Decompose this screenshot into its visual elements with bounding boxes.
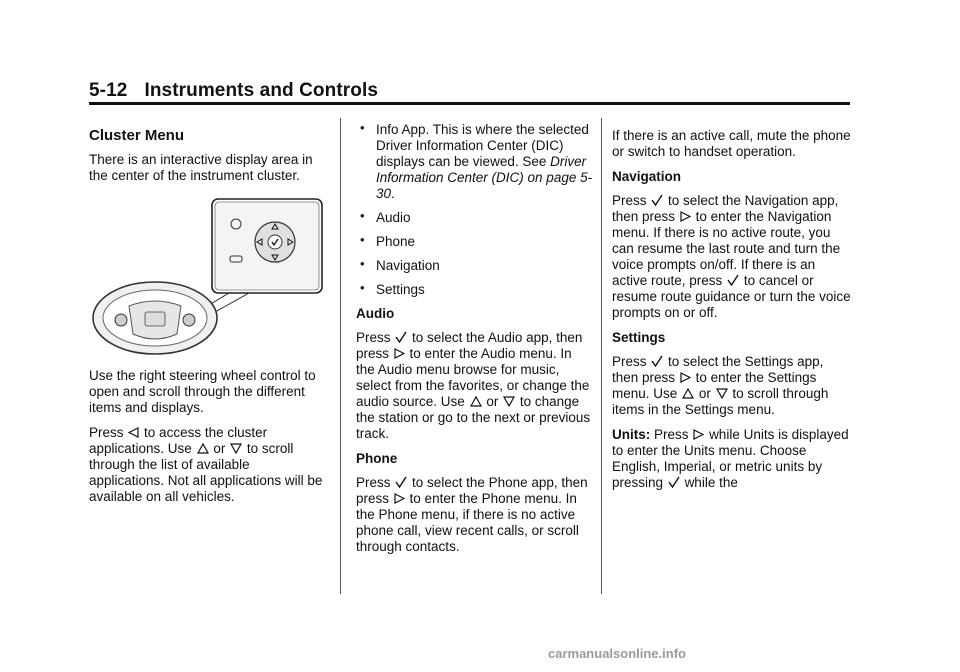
settings-paragraph: Press to select the Settings app, then press to enter the Settings menu. Use or to scroll through items in the Settings menu.: [612, 354, 829, 417]
intro-paragraph: There is an interactive display area in the center of the instrument cluster.: [89, 152, 313, 183]
continued-paragraph: If there is an active call, mute the phone or switch to handset operation.: [612, 128, 851, 159]
page-header: [89, 80, 850, 102]
up-arrow-icon: [470, 396, 482, 407]
watermark: carmanualsonline.info: [548, 646, 686, 661]
right-arrow-icon: [693, 429, 704, 440]
check-icon: [395, 476, 407, 488]
up-arrow-icon: [682, 388, 694, 399]
column-divider: [340, 118, 341, 594]
navigation-heading: Navigation: [612, 169, 682, 184]
list-item: • Info App. This is where the selected Driver Information Center (DIC) displays can be viewed. See Driver Information Center (DIC) on page 5-30.: [360, 120, 593, 201]
phone-heading: Phone: [356, 451, 398, 466]
header-rule: [89, 102, 850, 105]
list-item: • Navigation: [360, 256, 440, 273]
column-2: [356, 122, 594, 564]
section-title: Cluster Menu: [89, 127, 185, 144]
cross-reference-link: Driver Information Center (DIC) on page 5-30: [376, 154, 593, 201]
settings-heading: Settings: [612, 330, 666, 345]
check-icon: [395, 331, 407, 343]
steering-wheel-illustration: [89, 196, 325, 356]
column-divider: [601, 118, 602, 594]
page-number: 5-12: [89, 80, 128, 101]
navigation-paragraph: Press to select the Navigation app, then press to enter the Navigation menu. If there is no active route, you can resume the last route and turn the voice prompts on/off. If there is an active route, press to cancel or resume route guidance or turn the voice prompts on or off.: [612, 193, 851, 320]
column-3: [612, 128, 852, 500]
down-arrow-icon: [230, 443, 242, 454]
units-paragraph: Units: Press while Units is displayed to enter the Units menu. Choose English, Imperial, or metric units by pressing while the: [612, 427, 849, 490]
column-1: [89, 118, 325, 514]
left-arrow-icon: [128, 427, 139, 438]
check-icon: [651, 194, 663, 206]
right-arrow-icon: [680, 372, 691, 383]
use-paragraph: Use the right steering wheel control to open and scroll through the different items and displays.: [89, 368, 316, 415]
list-item: • Settings: [360, 280, 425, 297]
up-arrow-icon: [197, 443, 209, 454]
list-item: • Audio: [360, 208, 411, 225]
check-icon: [668, 476, 680, 488]
right-arrow-icon: [680, 211, 691, 222]
phone-paragraph: Press to select the Phone app, then press to enter the Phone menu. In the Phone menu, if there is no active phone call, view recent calls, or scroll through contacts.: [356, 475, 588, 554]
application-list: [356, 122, 594, 298]
down-arrow-icon: [503, 396, 515, 407]
units-label: Units:: [612, 427, 651, 442]
right-arrow-icon: [394, 493, 405, 504]
check-icon: [651, 355, 663, 367]
down-arrow-icon: [716, 388, 728, 399]
audio-paragraph: Press to select the Audio app, then press to enter the Audio menu. In the Audio menu browse for music, select from the favorites, or change the audio source. Use or to change the station or go to the next or previous track.: [356, 330, 591, 441]
press-paragraph: Press to access the cluster applications. Use or to scroll through the list of available applications. Not all applications will be available on all vehicles.: [89, 425, 323, 504]
chapter-title: Instruments and Controls: [144, 80, 379, 101]
audio-heading: Audio: [356, 306, 395, 321]
list-item: • Phone: [360, 232, 416, 249]
right-arrow-icon: [394, 348, 405, 359]
check-icon: [727, 274, 739, 286]
